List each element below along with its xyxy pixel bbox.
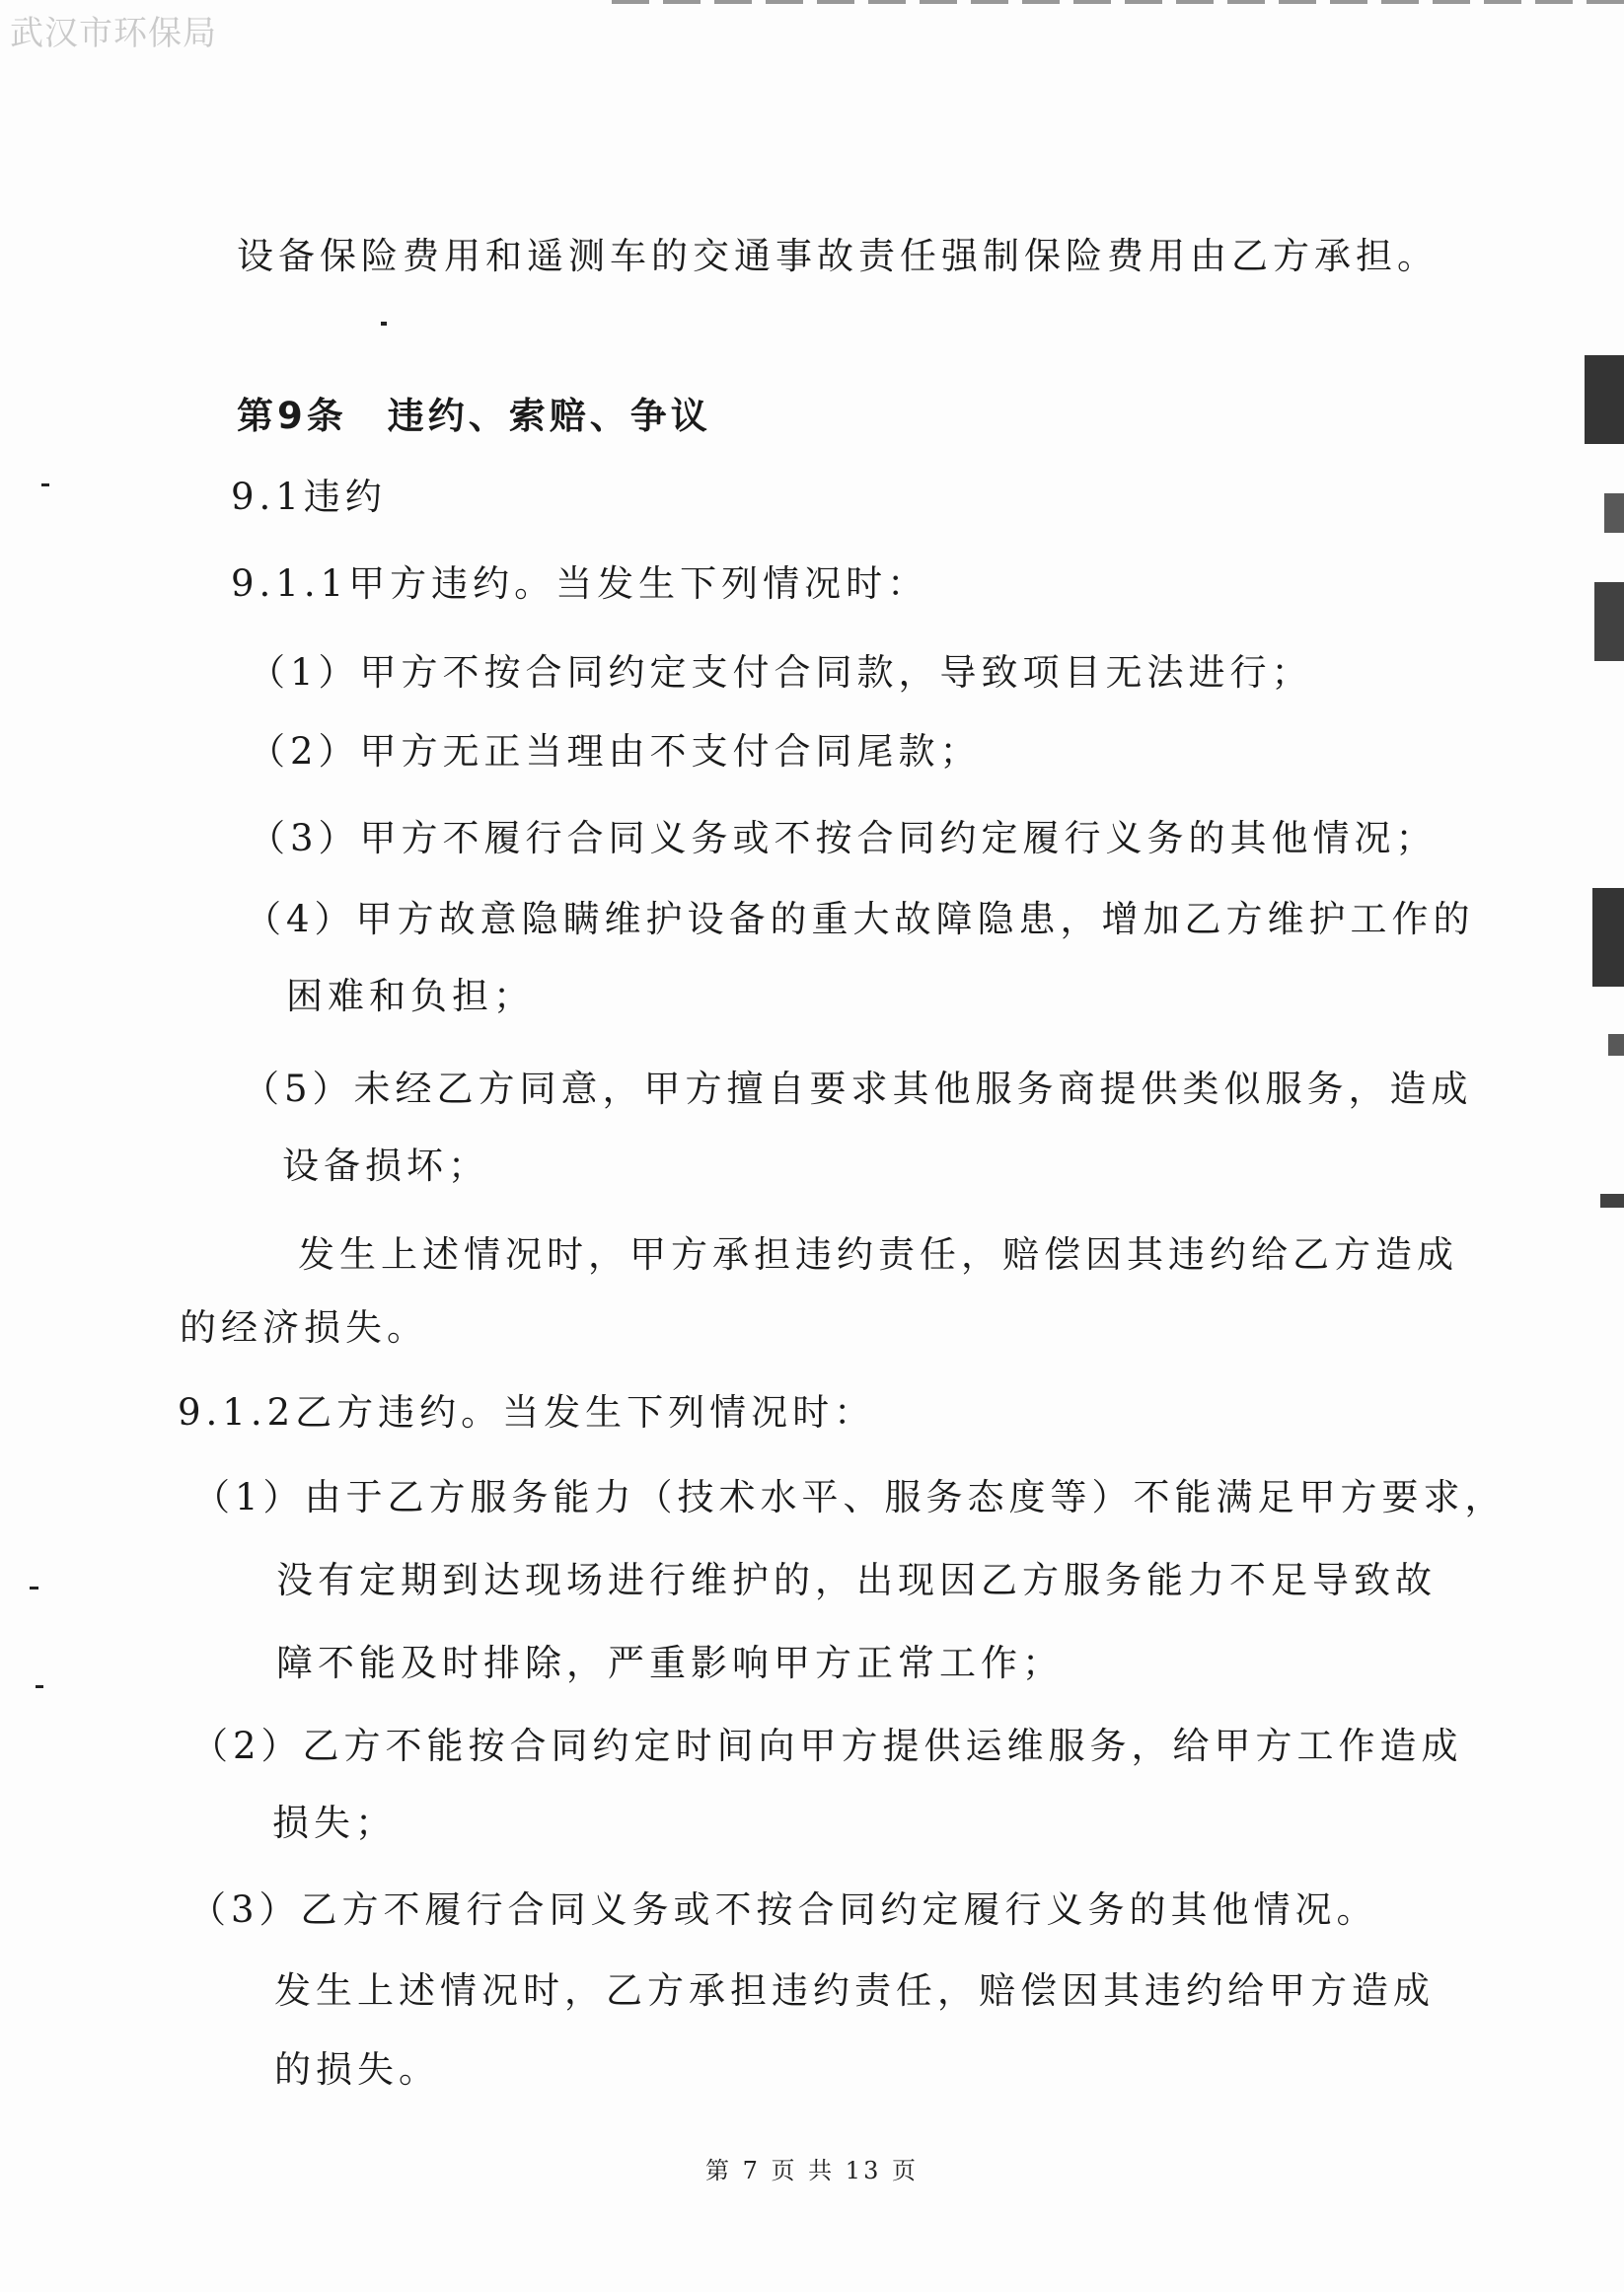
subsection-heading: 9.1违约 — [231, 476, 387, 518]
list-item-b2-cont: 损失； — [272, 1802, 397, 1844]
paragraph-consequence-a: 发生上述情况时，甲方承担违约责任，赔偿因其违约给乙方造成 — [298, 1233, 1458, 1276]
list-item-b3: （3）乙方不履行合同义务或不按合同约定履行义务的其他情况。 — [189, 1888, 1378, 1931]
scan-edge-mark — [1604, 493, 1624, 533]
scan-dot — [30, 1587, 38, 1590]
scan-dot — [381, 322, 387, 326]
clause-heading-9-1-2: 9.1.2乙方违约。当发生下列情况时： — [178, 1391, 876, 1434]
list-item-4: （4）甲方故意隐瞒维护设备的重大故障隐患，增加乙方维护工作的 — [245, 898, 1475, 940]
list-item-4-cont: 困难和负担； — [286, 975, 535, 1017]
paragraph-consequence-b-cont: 的损失。 — [274, 2048, 440, 2091]
scan-edge-mark — [1600, 1194, 1624, 1208]
paragraph-consequence-b: 发生上述情况时，乙方承担违约责任，赔偿因其违约给甲方造成 — [274, 1969, 1435, 2012]
section-heading: 第9条 违约、索赔、争议 — [237, 395, 711, 437]
page-footer: 第 7 页 共 13 页 — [705, 2157, 919, 2184]
list-item-b2: （2）乙方不能按合同约定时间向甲方提供运维服务，给甲方工作造成 — [191, 1725, 1463, 1767]
scan-edge-mark — [1585, 355, 1624, 444]
list-item-5: （5）未经乙方同意，甲方擅自要求其他服务商提供类似服务，造成 — [243, 1068, 1473, 1110]
list-item-5-cont: 设备损坏； — [282, 1145, 489, 1187]
list-item-b1: （1）由于乙方服务能力（技术水平、服务态度等）不能满足甲方要求， — [193, 1476, 1507, 1518]
scan-dot — [41, 483, 49, 486]
scan-dot — [36, 1685, 43, 1688]
list-item-b1-cont1: 没有定期到达现场进行维护的，出现因乙方服务能力不足导致故 — [276, 1559, 1437, 1601]
list-item-b1-cont2: 障不能及时排除，严重影响甲方正常工作； — [276, 1642, 1064, 1684]
watermark: 武汉市环保局 — [10, 14, 217, 53]
list-item-1: （1）甲方不按合同约定支付合同款，导致项目无法进行； — [249, 651, 1313, 694]
paragraph-consequence-a-cont: 的经济损失。 — [180, 1306, 428, 1349]
scan-edge-mark — [1592, 888, 1624, 987]
scan-top-line — [612, 0, 1624, 4]
clause-heading-9-1-1: 9.1.1甲方违约。当发生下列情况时： — [231, 562, 929, 605]
list-item-2: （2）甲方无正当理由不支付合同尾款； — [249, 730, 982, 773]
scan-edge-mark — [1594, 582, 1624, 661]
text-line-1: 设备保险费用和遥测车的交通事故责任强制保险费用由乙方承担。 — [237, 235, 1439, 277]
scan-edge-mark — [1608, 1034, 1624, 1056]
list-item-3: （3）甲方不履行合同义务或不按合同约定履行义务的其他情况； — [249, 817, 1438, 859]
